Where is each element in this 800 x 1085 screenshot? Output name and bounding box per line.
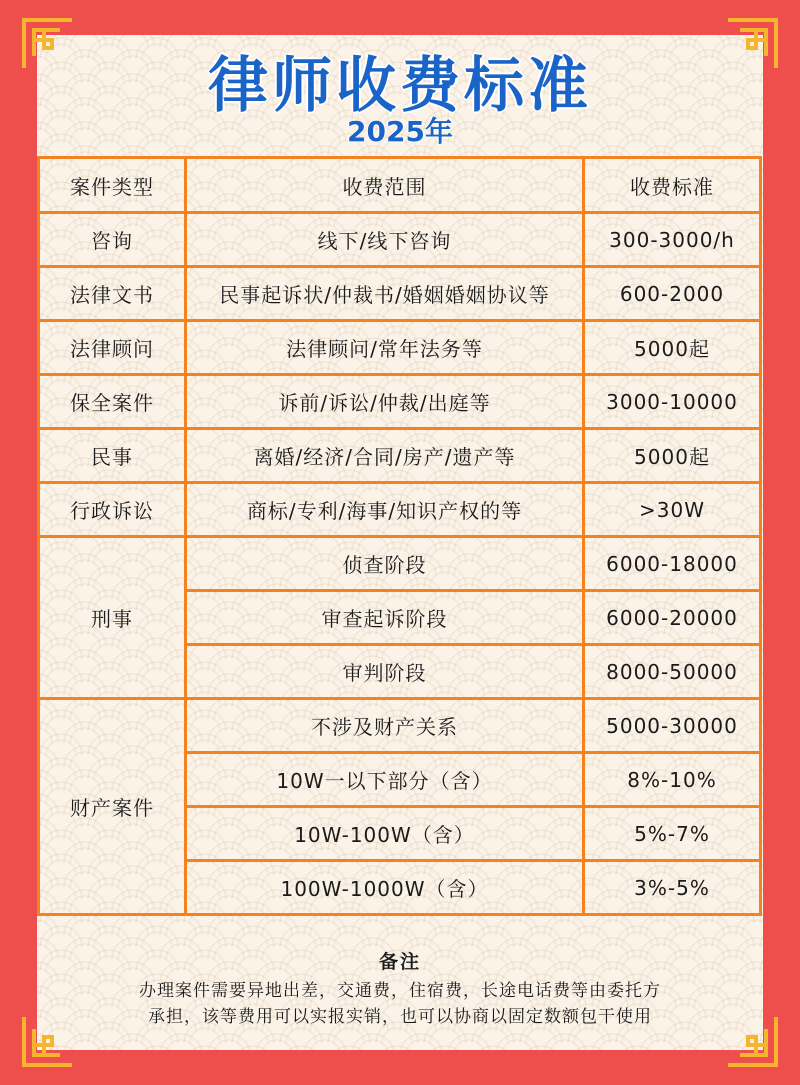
- cell-type: 咨询: [39, 213, 186, 267]
- cell-standard: >30W: [584, 483, 761, 537]
- cell-standard: 3%-5%: [584, 861, 761, 915]
- cell-range: 审查起诉阶段: [186, 591, 584, 645]
- cell-standard: 300-3000/h: [584, 213, 761, 267]
- cell-type: 法律顾问: [39, 321, 186, 375]
- cell-range: 法律顾问/常年法务等: [186, 321, 584, 375]
- cell-standard: 6000-20000: [584, 591, 761, 645]
- page-subtitle-year: 2025年: [347, 115, 453, 148]
- cell-standard: 5000-30000: [584, 699, 761, 753]
- cell-range: 诉前/诉讼/仲裁/出庭等: [186, 375, 584, 429]
- cell-standard: 6000-18000: [584, 537, 761, 591]
- cell-range: 100W-1000W（含）: [186, 861, 584, 915]
- remarks-title: 备注: [378, 951, 421, 973]
- cell-range: 民事起诉状/仲裁书/婚姻婚姻协议等: [186, 267, 584, 321]
- cell-range: 线下/线下咨询: [186, 213, 584, 267]
- cell-range: 侦查阶段: [186, 537, 584, 591]
- table-row: [39, 375, 761, 429]
- cell-standard: 8%-10%: [584, 753, 761, 807]
- cell-type-criminal: 刑事: [39, 537, 186, 699]
- header-type: 案件类型: [39, 158, 186, 213]
- cell-type: 行政诉讼: [39, 483, 186, 537]
- cell-type-property: 财产案件: [39, 699, 186, 915]
- table-row: [39, 267, 761, 321]
- cell-range: 不涉及财产关系: [186, 699, 584, 753]
- table-row: [39, 537, 761, 591]
- header-standard: 收费标准: [584, 158, 761, 213]
- cell-range: 10W一以下部分（含）: [186, 753, 584, 807]
- cell-range: 10W-100W（含）: [186, 807, 584, 861]
- cell-range: 离婚/经济/合同/房产/遗产等: [186, 429, 584, 483]
- header-range: 收费范围: [186, 158, 584, 213]
- cell-type: 法律文书: [39, 267, 186, 321]
- remarks-section: [37, 947, 763, 1030]
- remarks-line-2: 承担，该等费用可以实报实销，也可以协商以固定数额包干使用: [148, 1007, 652, 1027]
- cell-standard: 3000-10000: [584, 375, 761, 429]
- cell-standard: 8000-50000: [584, 645, 761, 699]
- table-row: [39, 429, 761, 483]
- remarks-line-1: 办理案件需要异地出差，交通费，住宿费，长途电话费等由委托方: [139, 981, 661, 1001]
- cell-type: 民事: [39, 429, 186, 483]
- fee-table: [37, 156, 762, 916]
- cell-type: 保全案件: [39, 375, 186, 429]
- table-header-row: [39, 158, 761, 213]
- table-row: [39, 321, 761, 375]
- page-title: 律师收费标准: [208, 51, 592, 121]
- cell-standard: 5%-7%: [584, 807, 761, 861]
- cell-range: 审判阶段: [186, 645, 584, 699]
- cell-standard: 5000起: [584, 321, 761, 375]
- table-row: [39, 483, 761, 537]
- table-row: [39, 213, 761, 267]
- cell-standard: 600-2000: [584, 267, 761, 321]
- cell-range: 商标/专利/海事/知识产权的等: [186, 483, 584, 537]
- cell-standard: 5000起: [584, 429, 761, 483]
- table-row: [39, 699, 761, 753]
